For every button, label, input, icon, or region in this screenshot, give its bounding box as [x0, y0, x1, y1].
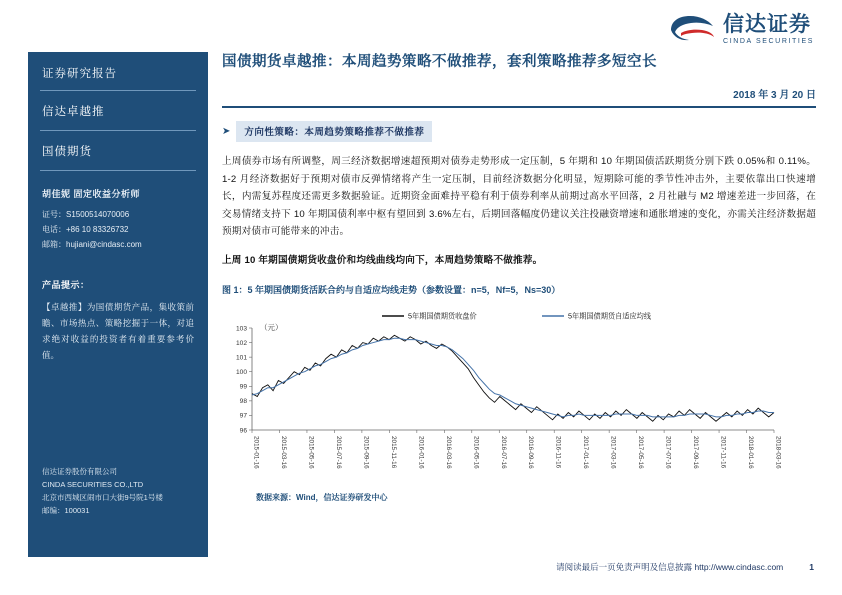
svg-text:2015-03-16: 2015-03-16	[279, 436, 287, 469]
svg-text:2017-09-16: 2017-09-16	[692, 436, 700, 469]
svg-text:2016-03-16: 2016-03-16	[444, 436, 452, 469]
svg-text:2017-01-16: 2017-01-16	[582, 436, 590, 469]
analyst-info	[28, 187, 208, 252]
company-address: 北京市西城区闹市口大街9号院1号楼	[42, 493, 163, 502]
analyst-name: 胡佳妮 固定收益分析师	[42, 189, 141, 199]
cinda-logo-icon	[669, 15, 715, 45]
page-title: 国债期货卓越推：本周趋势策略不做推荐，套利策略推荐多短空长	[222, 54, 657, 70]
section-header	[222, 121, 816, 142]
svg-text:2015-01-16: 2015-01-16	[252, 436, 260, 469]
report-date: 2018 年 3 月 20 日	[733, 90, 816, 101]
svg-text:2017-07-16: 2017-07-16	[664, 436, 672, 469]
svg-text:2017-11-16: 2017-11-16	[719, 436, 727, 469]
sidebar-item-zhuoyuetui[interactable]: 信达卓越推	[42, 106, 105, 118]
brand-name-en: CINDA SECURITIES	[723, 38, 814, 46]
page-footer	[222, 561, 814, 573]
figure-source: 数据来源：Wind，信达证券研发中心	[256, 493, 388, 502]
svg-text:2015-07-16: 2015-07-16	[334, 436, 342, 469]
svg-text:2016-07-16: 2016-07-16	[499, 436, 507, 469]
svg-text:2018-03-16: 2018-03-16	[774, 436, 782, 469]
svg-text:2015-11-16: 2015-11-16	[389, 436, 397, 469]
paragraph-2: 上周 10 年期国债期货收盘价和均线曲线均向下，本周趋势策略不做推荐。	[222, 254, 543, 266]
brand-logo	[669, 14, 814, 45]
footer-disclaimer[interactable]: 请阅读最后一页免责声明及信息披露 http://www.cindasc.com	[556, 562, 784, 572]
line-chart	[222, 300, 782, 482]
svg-text:97: 97	[239, 412, 247, 420]
company-postcode: 邮编：100031	[42, 506, 90, 515]
page-number: 1	[809, 562, 814, 572]
svg-text:2017-03-16: 2017-03-16	[609, 436, 617, 469]
sidebar-item-treasury-futures[interactable]: 国债期货	[42, 146, 92, 158]
analyst-phone: 电话：+86 10 83326732	[42, 225, 129, 234]
main-content	[222, 52, 816, 503]
svg-text:2015-09-16: 2015-09-16	[362, 436, 370, 469]
svg-text:5年期国债期货自适应均线: 5年期国债期货自适应均线	[568, 311, 652, 321]
product-tip-title: 产品提示：	[42, 280, 90, 290]
company-name-en: CINDA SECURITIES CO.,LTD	[42, 480, 144, 489]
brand-name-cn: 信达证券	[723, 13, 812, 36]
svg-text:103: 103	[235, 325, 247, 333]
svg-text:2015-05-16: 2015-05-16	[307, 436, 315, 469]
sidebar-divider-3	[40, 170, 196, 171]
sidebar-title: 证券研究报告	[42, 68, 117, 80]
svg-text:96: 96	[239, 427, 247, 435]
svg-text:2018-01-16: 2018-01-16	[747, 436, 755, 469]
paragraph-1: 上周债券市场有所调整，周三经济数据增速超预期对债券走势形成一定压制，5 年期和 10 年期国债活跃期货分别下跌 0.05%和 0.11%。1-2 月经济数据好于预期对债市反弹情绪将产生一定压制，目前经济数据分化明显，短期除可能的季节性冲击外，主要依靠出口快速增长，内需复苏程度还需更多数据验证。近期资金面难持平稳有利于债券利率从前期过高水平回落，2 月社融与 M2 增速差进一步回落，在交易情绪支持下 10 年期国债利率中枢有望回到 3.6%左右，后期回落幅度仍建议关注投融资增速和通胀增速的变化，亦需关注经济数据超预期对债市可能带来的冲击。	[222, 156, 816, 237]
sidebar-divider-1	[40, 90, 196, 91]
svg-text:99: 99	[239, 383, 247, 391]
svg-text:2016-09-16: 2016-09-16	[527, 436, 535, 469]
svg-text:2016-01-16: 2016-01-16	[417, 436, 425, 469]
title-divider	[222, 106, 816, 108]
svg-text:2016-05-16: 2016-05-16	[472, 436, 480, 469]
sidebar-company-footer	[28, 465, 177, 517]
svg-text:101: 101	[235, 354, 247, 362]
product-tip-body: 【卓越推】为国债期货产品，集收策前瞻、市场热点、策略挖掘于一体，对追求绝对收益的投资者有着重要参考价值。	[42, 302, 194, 360]
svg-text:（元）: （元）	[260, 323, 283, 332]
company-name-cn: 信达证券股份有限公司	[42, 467, 117, 476]
svg-text:2016-11-16: 2016-11-16	[554, 436, 562, 469]
sidebar-divider-2	[40, 130, 196, 131]
svg-text:100: 100	[235, 369, 247, 377]
sidebar	[28, 52, 208, 557]
svg-text:2017-05-16: 2017-05-16	[637, 436, 645, 469]
analyst-email: 邮箱：hujiani@cindasc.com	[42, 240, 142, 249]
svg-text:98: 98	[239, 398, 247, 406]
svg-text:102: 102	[235, 339, 247, 347]
analyst-license: 证号：S1500514070006	[42, 210, 130, 219]
svg-text:5年期国债期货收盘价: 5年期国债期货收盘价	[408, 311, 477, 321]
figure-caption: 图 1：5 年期国债期货活跃合约与自适应均线走势（参数设置：n=5，Nf=5，Ns=30）	[222, 285, 561, 295]
figure-chart	[222, 300, 782, 482]
section-label: 方向性策略：本周趋势策略推荐不做推荐	[236, 121, 432, 142]
arrow-right-icon: ➤	[222, 126, 231, 137]
